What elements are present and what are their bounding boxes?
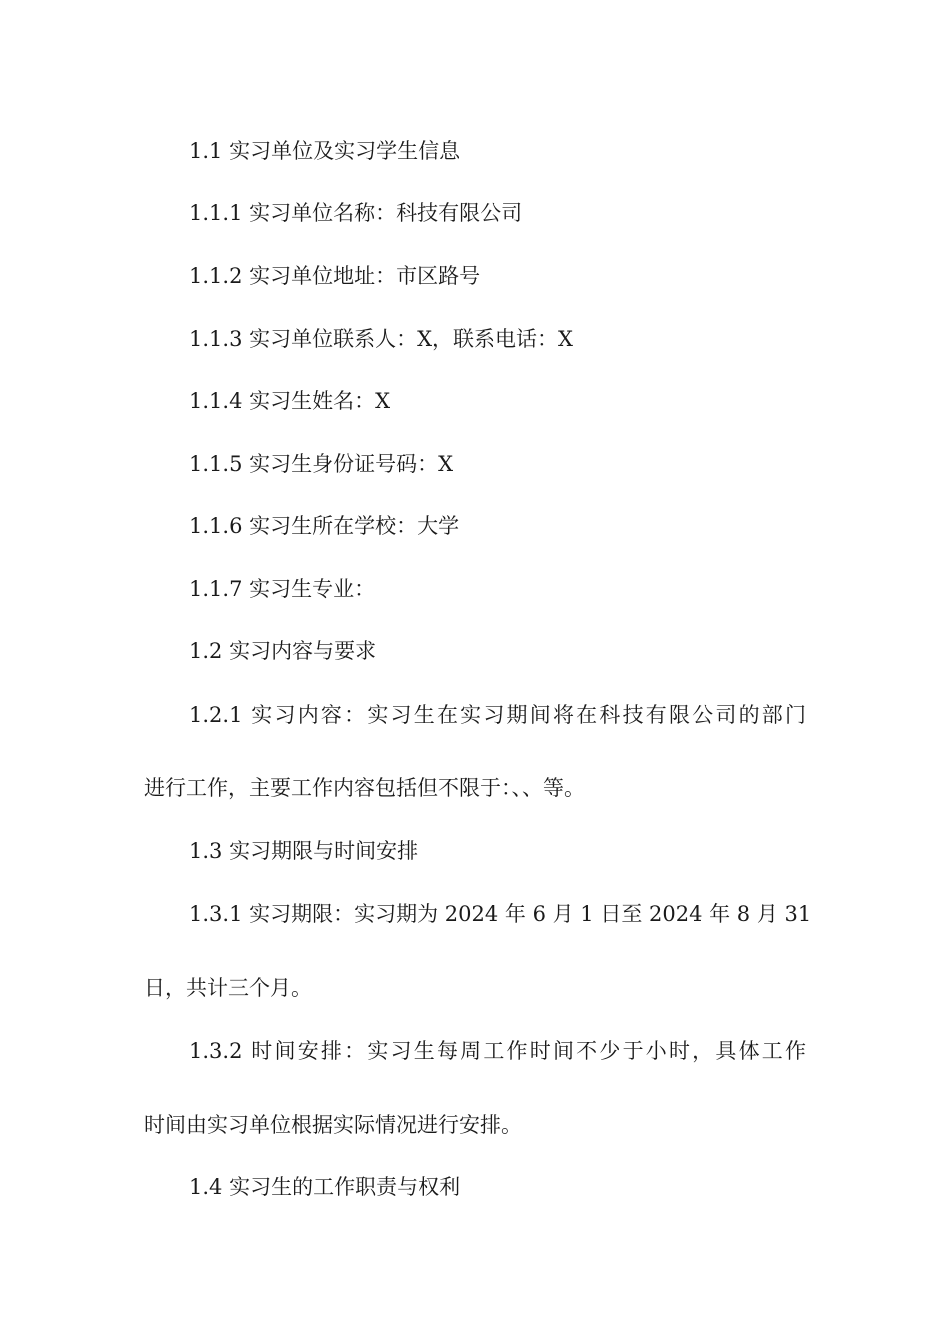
item-1-1-5: 1.1.5 实习生身份证号码：X bbox=[189, 452, 454, 476]
item-1-1-7: 1.1.7 实习生专业： bbox=[189, 577, 376, 601]
item-1-1-1: 1.1.1 实习单位名称：科技有限公司 bbox=[189, 201, 523, 225]
heading-1-1: 1.1 实习单位及实习学生信息 bbox=[189, 139, 461, 163]
heading-1-3: 1.3 实习期限与时间安排 bbox=[189, 839, 419, 863]
item-1-1-4: 1.1.4 实习生姓名：X bbox=[189, 389, 391, 413]
item-1-3-1-line-2: 日，共计三个月。 bbox=[144, 976, 312, 1000]
item-1-3-2-line-2: 时间由实习单位根据实际情况进行安排。 bbox=[144, 1113, 522, 1137]
heading-1-4: 1.4 实习生的工作职责与权利 bbox=[189, 1175, 461, 1199]
item-1-1-6: 1.1.6 实习生所在学校：大学 bbox=[189, 514, 460, 538]
item-1-2-1-line-1: 1.2.1 实习内容：实习生在实习期间将在科技有限公司的部门 bbox=[189, 703, 806, 727]
item-1-3-2-line-1: 1.3.2 时间安排：实习生每周工作时间不少于小时，具体工作 bbox=[189, 1039, 806, 1063]
item-1-2-1-line-2: 进行工作，主要工作内容包括但不限于：、、等。 bbox=[144, 776, 585, 800]
item-1-1-3: 1.1.3 实习单位联系人：X，联系电话：X bbox=[189, 327, 574, 351]
item-1-1-2: 1.1.2 实习单位地址：市区路号 bbox=[189, 264, 481, 288]
heading-1-2: 1.2 实习内容与要求 bbox=[189, 639, 377, 663]
item-1-3-1-line-1: 1.3.1 实习期限：实习期为 2024 年 6 月 1 日至 2024 年 8 月 31 bbox=[189, 902, 812, 926]
